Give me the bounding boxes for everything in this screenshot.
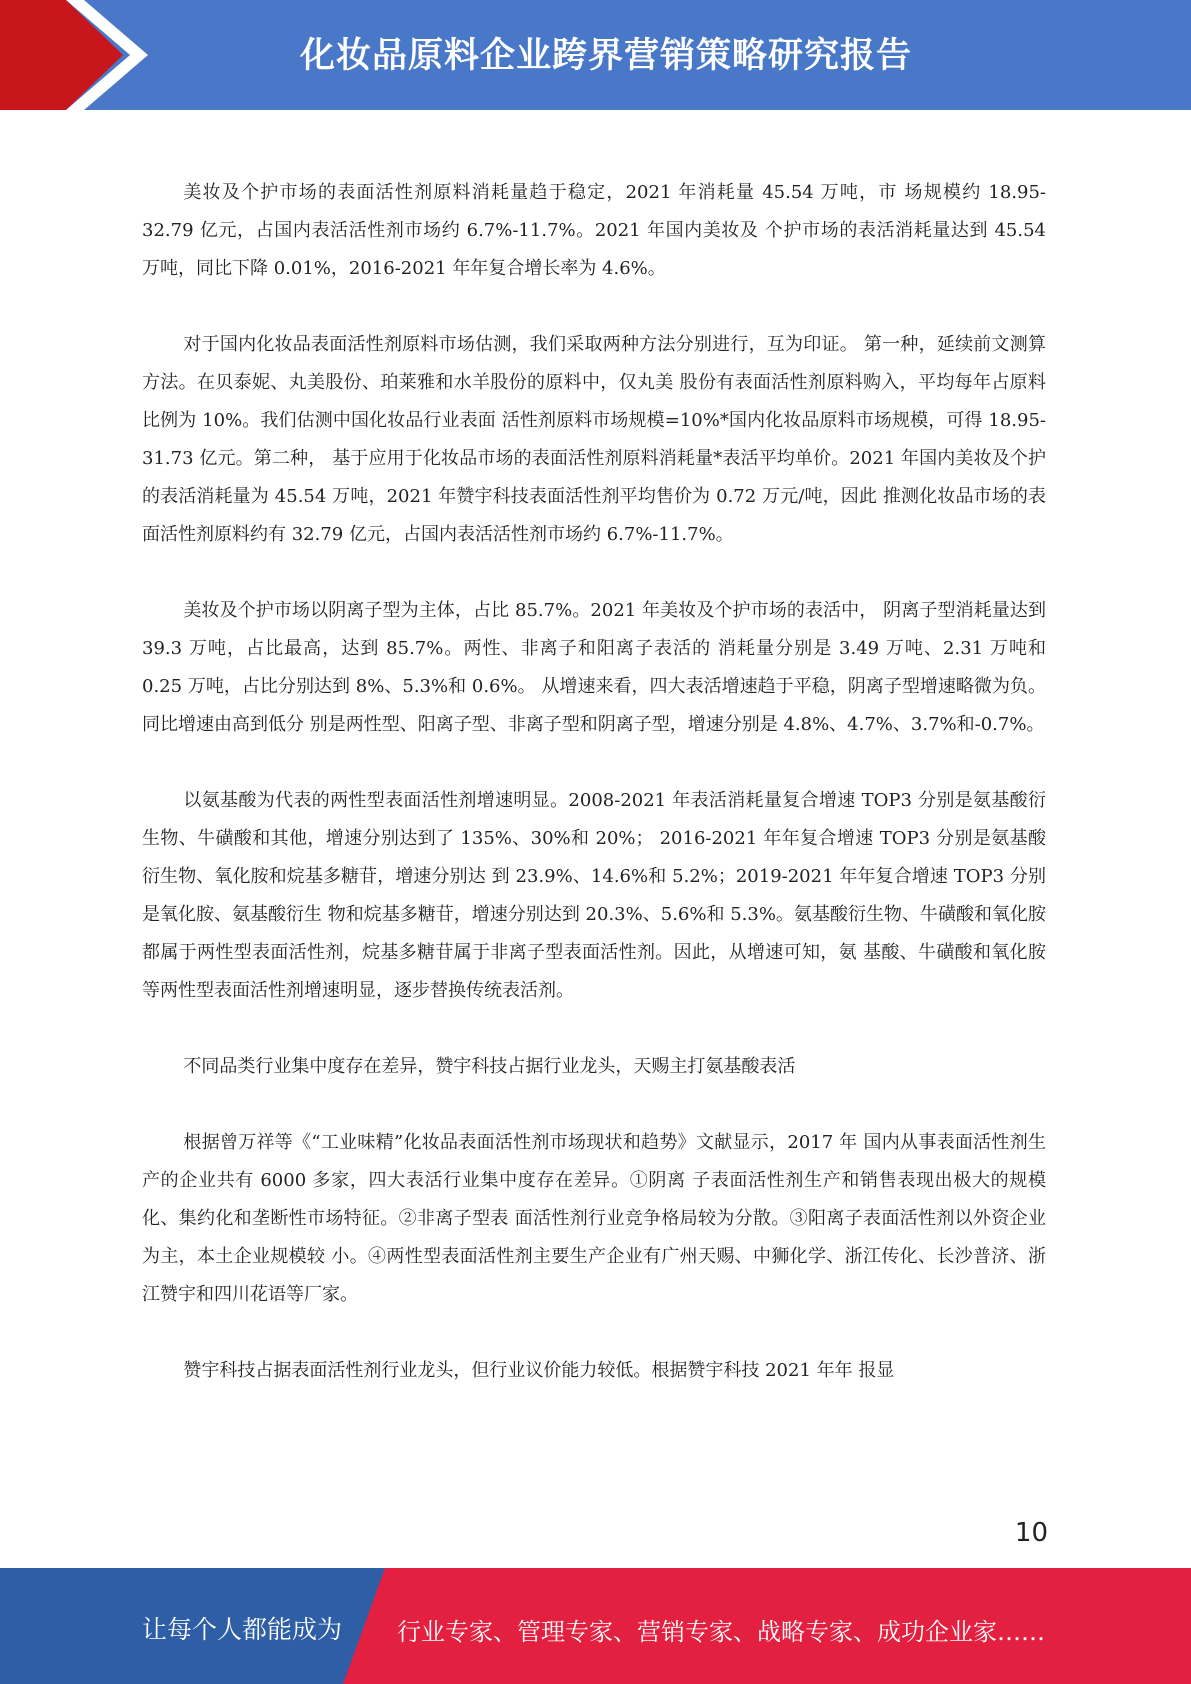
paragraph: 美妆及个护市场以阴离子型为主体，占比 85.7%。2021 年美妆及个护市场的表活中， 阴离子型消耗量达到 39.3 万吨，占比最高，达到 85.7%。两性、非离子和阳离子表活的 消耗量分别是 3.49 万吨、2.31 万吨和 0.25 万吨，占比分别达到 8%、5.3%和 0.6%。 从增速来看，四大表活增速趋于平稳，阴离子型增速略微为负。同比增速由高到低分 别是两性型、阳离子型、非离子型和阴离子型，增速分别是 4.8%、4.7%、3.7%和-0.7%。 xyxy=(142,600,1046,735)
footer-slogan-right: 行业专家、管理专家、营销专家、战略专家、成功企业家…… xyxy=(397,1618,1045,1646)
paragraph: 美妆及个护市场的表面活性剂原料消耗量趋于稳定，2021 年消耗量 45.54 万吨，市 场规模约 18.95-32.79 亿元，占国内表活活性剂市场约 6.7%-11.7%。2021 年国内美妆及 个护市场的表活消耗量达到 45.54 万吨，同比下降 0.01%，2016-2021 年年复合增长率为 4.6%。 xyxy=(142,182,1046,279)
report-title: 化妆品原料企业跨界营销策略研究报告 xyxy=(300,36,913,76)
paragraph: 对于国内化妆品表面活性剂原料市场估测，我们采取两种方法分别进行，互为印证。 第一种，延续前文测算方法。在贝泰妮、丸美股份、珀莱雅和水羊股份的原料中，仅丸美 股份有表面活性剂原料购入，平均每年占原料比例为 10%。我们估测中国化妆品行业表面 活性剂原料市场规模=10%*国内化妆品原料市场规模，可得 18.95-31.73 亿元。第二种， 基于应用于化妆品市场的表面活性剂原料消耗量*表活平均单价。2021 年国内美妆及个护 的表活消耗量为 45.54 万吨，2021 年赞宇科技表面活性剂平均售价为 0.72 万元/吨，因此 推测化妆品市场的表面活性剂原料约有 32.79 亿元，占国内表活活性剂市场约 6.7%-11.7%。 xyxy=(142,334,1046,545)
page-number: 10 xyxy=(1014,1518,1048,1548)
section-heading: 不同品类行业集中度存在差异，赞宇科技占据行业龙头，天赐主打氨基酸表活 xyxy=(183,1056,796,1077)
paragraph: 以氨基酸为代表的两性型表面活性剂增速明显。2008-2021 年表活消耗量复合增速 TOP3 分别是氨基酸衍生物、牛磺酸和其他，增速分别达到了 135%、30%和 20%； 2016-2021 年年复合增速 TOP3 分别是氨基酸衍生物、氧化胺和烷基多糖苷，增速分别达 到 23.9%、14.6%和 5.2%；2019-2021 年年复合增速 TOP3 分别是氧化胺、氨基酸衍生 物和烷基多糖苷，增速分别达到 20.3%、5.6%和 5.3%。氨基酸衍生物、牛磺酸和氧化胺 都属于两性型表面活性剂，烷基多糖苷属于非离子型表面活性剂。因此，从增速可知，氨 基酸、牛磺酸和氧化胺等两性型表面活性剂增速明显，逐步替换传统表活剂。 xyxy=(142,790,1046,1001)
paragraph: 根据曾万祥等《“工业味精”化妆品表面活性剂市场现状和趋势》文献显示，2017 年 国内从事表面活性剂生产的企业共有 6000 多家，四大表活行业集中度存在差异。①阴离 子表面活性剂生产和销售表现出极大的规模化、集约化和垄断性市场特征。②非离子型表 面活性剂行业竞争格局较为分散。③阳离子表面活性剂以外资企业为主，本土企业规模较 小。④两性型表面活性剂主要生产企业有广州天赐、中狮化学、浙江传化、长沙普济、浙 江赞宇和四川花语等厂家。 xyxy=(142,1132,1046,1305)
paragraph: 赞宇科技占据表面活性剂行业龙头，但行业议价能力较低。根据赞宇科技 2021 年年 报显 xyxy=(183,1360,895,1381)
footer-slogan-left: 让每个人都能成为 xyxy=(142,1615,343,1644)
report-body xyxy=(142,174,1046,1428)
